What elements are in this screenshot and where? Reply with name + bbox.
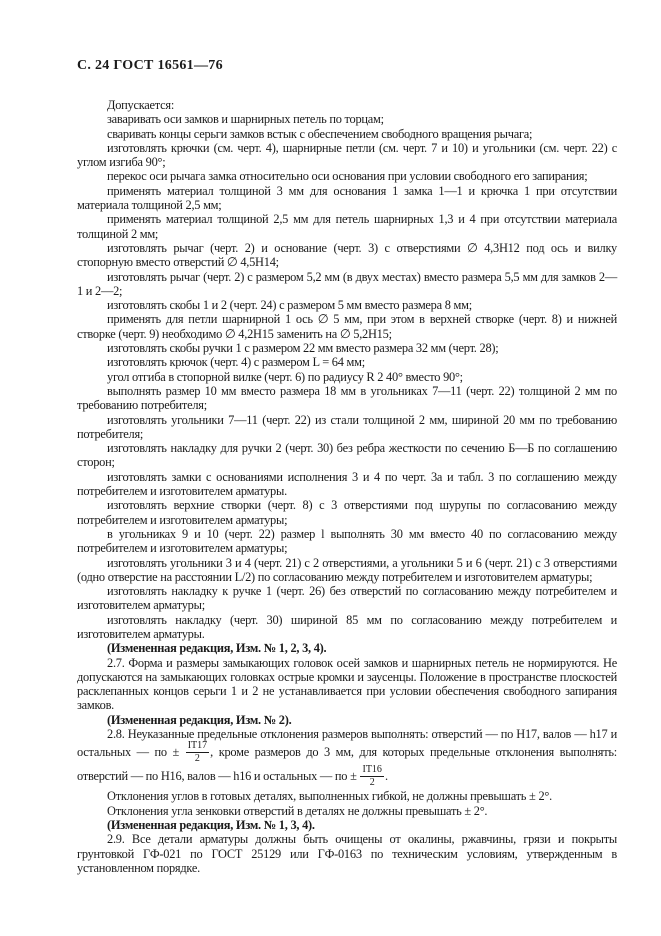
paragraph-staples-5mm: изготовлять скобы 1 и 2 (черт. 24) с размером 5 мм вместо размера 8 мм; [107,298,472,313]
paragraph-lever-skew: перекос оси рычага замка относительно оси основания при условии свободного его запирания; [107,169,588,184]
paragraph-hinge-axis-5mm: применять для петли шарнирной 1 ось ∅ 5 мм, при этом в верхней створке (черт. 8) и нижней створке (черт. 9) необходимо ∅ 4,2Н15 заменить на ∅ 5,2Н15; [77,312,617,341]
paragraph-lever-base-holes: изготовлять рычаг (черт. 2) и основание (черт. 3) с отверстиями ∅ 4,3Н12 под ось и вилку стопорную вместо отверстий ∅ 4,5Н14; [77,240,617,270]
paragraph-upper-leaves: изготовлять верхние створки (черт. 8) с 3 отверстиями под шурупы по согласованию между потребителем и изготовителем арматуры; [77,498,617,527]
fraction-numerator: IT16 [362,764,382,776]
section-2-9: 2.9. Все детали арматуры должны быть очищены от окалины, ржавчины, грязи и покрыты грунтовкой ГФ-021 по ГОСТ 25129 или ГФ-0163 по техническим условиям, утвержденным в установленном порядке. [77,832,617,875]
paragraph-plate-handle-1: изготовлять накладку к ручке 1 (черт. 26) без отверстий по согласованию между потребителем и изготовителем арматуры; [77,584,617,613]
paragraph-hooks-angle: изготовлять крючки (см. черт. 4), шарнирные петли (см. черт. 7 и 10) и угольники (см. черт. 22) с углом изгиба 90°; [77,140,617,170]
paragraph-bend-angle: угол отгиба в стопорной вилке (черт. 6) по радиусу R 2 40° вместо 90°; [107,369,463,384]
tolerance-fraction-it16 [360,764,383,788]
amendment-note-1: (Измененная редакция, Изм. № 1, 2, 3, 4). [107,641,327,656]
amendment-note-2: (Измененная редакция, Изм. № 2). [107,712,292,727]
paragraph-plate-no-rib: изготовлять накладку для ручки 2 (черт. 30) без ребра жесткости по сечению Б—Б по соглашению сторон; [77,441,617,470]
fraction-denominator: 2 [369,777,375,789]
paragraph-weld-shackle: сваривать концы серьги замков встык с обеспечением свободного вращения рычага; [107,126,533,141]
fraction-denominator: 2 [194,753,200,765]
page-header: С. 24 ГОСТ 16561—76 [77,58,223,73]
section-2-7: 2.7. Форма и размеры замыкающих головок осей замков и шарнирных петель не нормируются. Не допускаются на замыкающих головках острые кромки и заусенцы. Положение в пространстве плоскостей расклепанных концов серьги 1 и 2 не устанавливается при условии обеспечения свободного запирания замков. [77,655,617,713]
paragraph-size-10-18: выполнять размер 10 мм вместо размера 18 мм в угольниках 7—11 (черт. 22) толщиной 2 мм по требованию потребителя; [77,383,617,413]
paragraph-material-2-5mm: применять материал толщиной 2,5 мм для петель шарнирных 1,3 и 4 при отсутствии материала толщиной 2 мм; [77,212,617,241]
paragraph-lever-size-5-2: изготовлять рычаг (черт. 2) с размером 5,2 мм (в двух местах) вместо размера 5,5 мм для замков 2—1 и 2—2; [77,269,617,298]
paragraph-plate-85mm: изготовлять накладку (черт. 30) шириной 85 мм по согласованию между потребителем и изготовителем арматуры. [77,612,617,641]
section-2-8-text-2: , кроме размеров до 3 мм, для которых предельные отклонения выполнять: отверстий — по Н16, валов — h16 и остальных — по ± [77,745,617,784]
section-2-8-text-1: 2.8. Неуказанные предельные отклонения размеров выполнять: отверстий — по Н17, валов — h17 и остальных — по ± [77,727,617,760]
paragraph-angles-holes: изготовлять угольники 3 и 4 (черт. 21) с 2 отверстиями, а угольники 5 и 6 (черт. 21) с 3 отверстиями (одно отверстие на расстоянии L/2) по согласованию между потребителем и изготовителем арматуры; [77,555,617,584]
paragraph-countersink-deviation: Отклонения угла зенковки отверстий в деталях не должны превышать ± 2°. [107,803,488,818]
paragraph-angles-steel: изготовлять угольники 7—11 (черт. 22) из стали толщиной 2 мм, шириной 20 мм по требованию потребителя; [77,412,617,441]
section-2-8 [77,727,617,789]
paragraph-material-3mm: применять материал толщиной 3 мм для основания 1 замка 1—1 и крючка 1 при отсутствии материала толщиной 2,5 мм; [77,183,617,213]
paragraph-angles-size-l: в угольниках 9 и 10 (черт. 22) размер l выполнять 30 мм вместо 40 по согласованию между потребителем и изготовителем арматуры; [77,526,617,556]
paragraph-allowed-intro: Допускается: [107,98,175,112]
amendment-note-3: (Измененная редакция, Изм. № 1, 3, 4). [107,817,315,832]
paragraph-handle-staples-22mm: изготовлять скобы ручки 1 с размером 22 мм вместо размера 32 мм (черт. 28); [107,341,499,356]
paragraph-weld-axes: заваривать оси замков и шарнирных петель по торцам; [107,112,384,127]
tolerance-fraction-it17 [186,740,209,764]
paragraph-hook-l64: изготовлять крючок (черт. 4) с размером L = 64 мм; [107,355,365,370]
fraction-numerator: IT17 [187,740,208,752]
paragraph-angle-deviation: Отклонения углов в готовых деталях, выполненных гибкой, не должны превышать ± 2°. [107,789,552,804]
section-2-8-text-3: . [384,769,388,784]
paragraph-locks-bases: изготовлять замки с основаниями исполнения 3 и 4 по черт. 3а и табл. 3 по соглашению между потребителем и изготовителем арматуры. [77,469,617,499]
